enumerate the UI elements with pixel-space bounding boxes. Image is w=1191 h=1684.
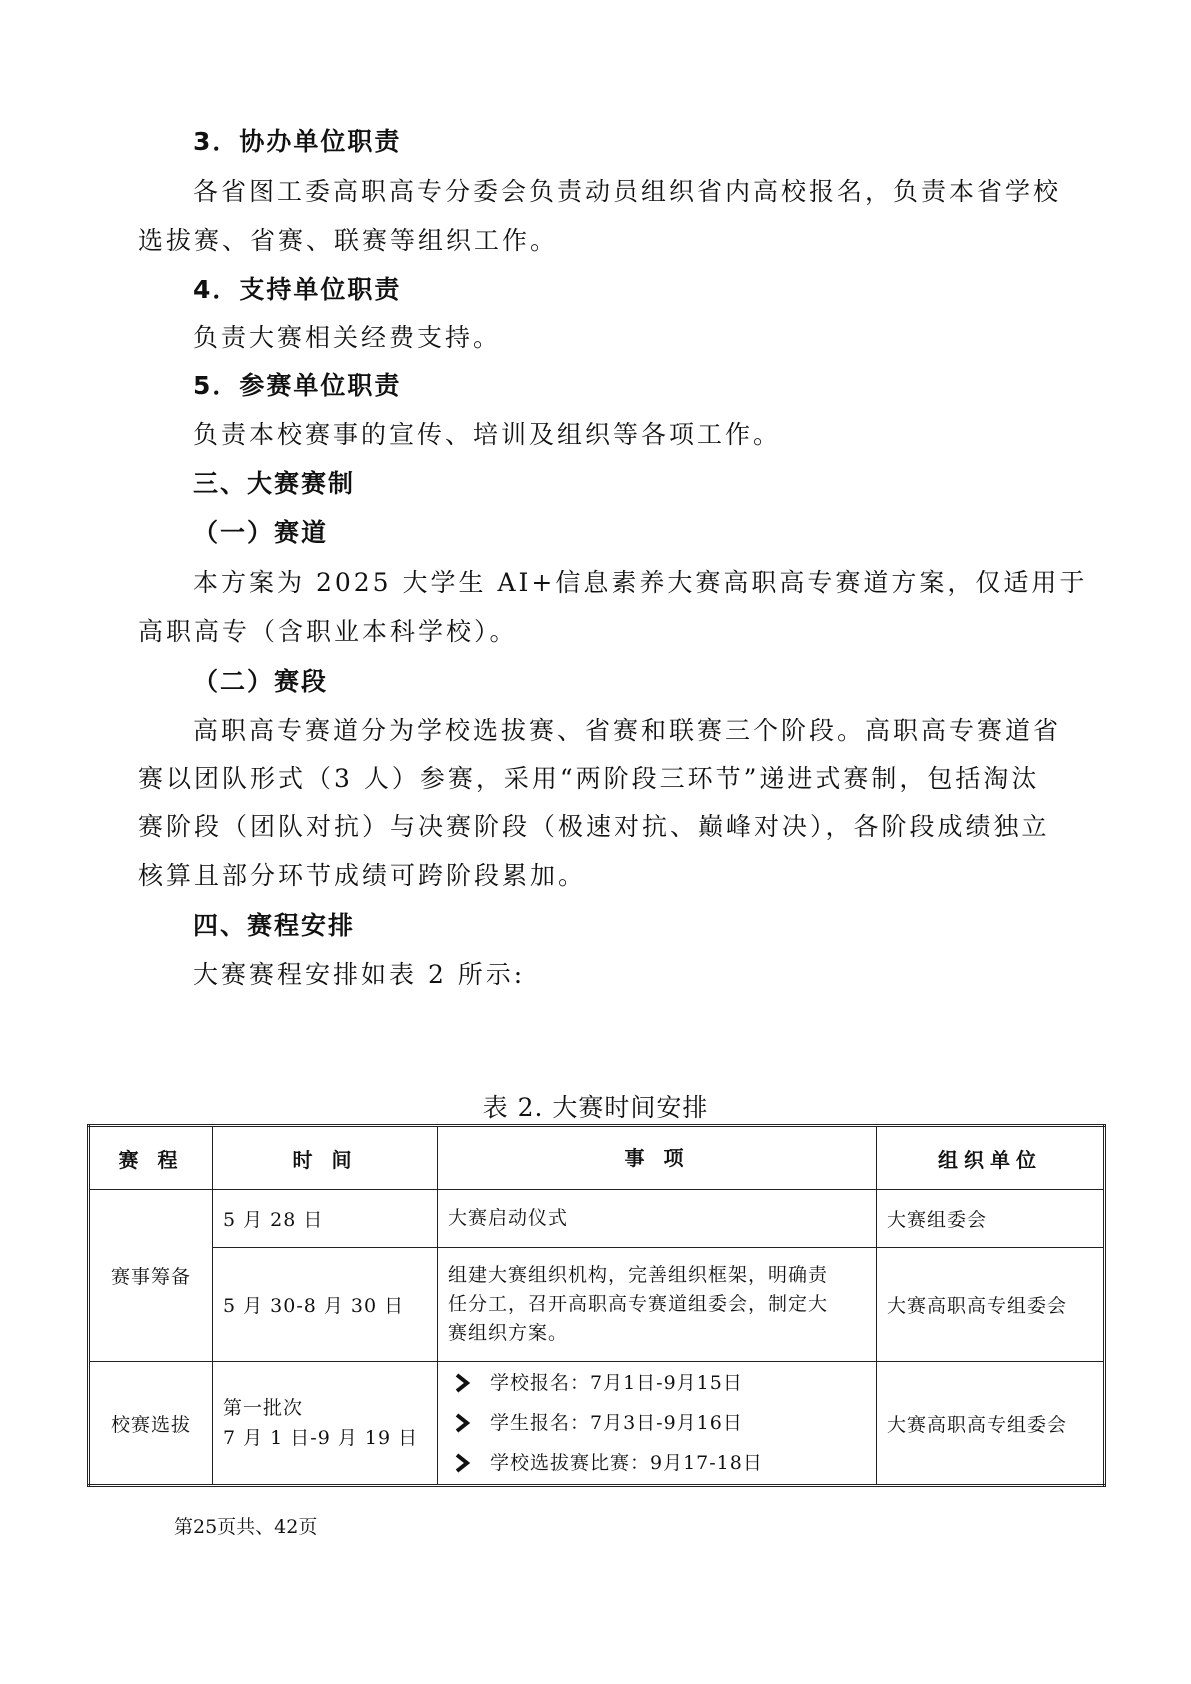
item-line: 任分工，召开高职高专赛道组委会，制定大 [448, 1293, 829, 1315]
chevron-right-icon [452, 1373, 472, 1393]
org-cell: 大赛组委会 [877, 1190, 1105, 1248]
heading-3: 3．协办单位职责 [193, 127, 402, 156]
stage-cell: 赛事筹备 [89, 1190, 213, 1362]
item-line: 赛组织方案。 [448, 1322, 569, 1344]
header-org: 组织单位 [877, 1126, 1105, 1190]
bullet-text: 学生报名：7月3日-9月16日 [490, 1411, 743, 1434]
section-heading-4: 四、赛程安排 [193, 911, 356, 940]
item-cell [438, 1362, 877, 1486]
header-time: 时 间 [213, 1126, 438, 1190]
paragraph: 赛以团队形式（3 人）参赛，采用“两阶段三环节”递进式赛制，包括淘汰 [138, 764, 1040, 793]
section-heading-3: 三、大赛赛制 [193, 469, 356, 498]
item-line: 组建大赛组织机构，完善组织框架，明确责 [448, 1264, 829, 1286]
stage-cell: 校赛选拔 [89, 1362, 213, 1486]
paragraph: 赛阶段（团队对抗）与决赛阶段（极速对抗、巅峰对决），各阶段成绩独立 [138, 812, 1050, 841]
paragraph: 核算且部分环节成绩可跨阶段累加。 [138, 861, 587, 890]
heading-5: 5．参赛单位职责 [193, 371, 402, 400]
subsection-heading: （一）赛道 [193, 518, 329, 547]
paragraph: 高职高专（含职业本科学校）。 [138, 617, 518, 646]
paragraph: 各省图工委高职高专分委会负责动员组织省内高校报名，负责本省学校 [193, 177, 1062, 206]
heading-4: 4．支持单位职责 [193, 275, 402, 304]
item-cell: 大赛启动仪式 [438, 1190, 877, 1248]
subsection-heading: （二）赛段 [193, 667, 329, 696]
time-cell: 5 月 28 日 [213, 1190, 438, 1248]
bullet-text: 学校报名：7月1日-9月15日 [490, 1371, 743, 1394]
table-row [89, 1190, 1105, 1248]
item-cell [438, 1248, 877, 1362]
chevron-right-icon [452, 1413, 472, 1433]
paragraph: 选拔赛、省赛、联赛等组织工作。 [138, 226, 559, 255]
chevron-right-icon [452, 1453, 472, 1473]
bullet-item [448, 1403, 866, 1443]
table-row [89, 1362, 1105, 1486]
org-cell: 大赛高职高专组委会 [877, 1248, 1105, 1362]
table-row [89, 1248, 1105, 1362]
bullet-item [448, 1443, 866, 1483]
header-stage: 赛 程 [89, 1126, 213, 1190]
schedule-table [87, 1124, 1106, 1487]
bullet-text: 学校选拔赛比赛：9月17-18日 [490, 1451, 763, 1474]
time-line: 7 月 1 日-9 月 19 日 [223, 1427, 419, 1449]
paragraph: 高职高专赛道分为学校选拔赛、省赛和联赛三个阶段。高职高专赛道省 [193, 716, 1062, 745]
paragraph: 负责本校赛事的宣传、培训及组织等各项工作。 [193, 420, 782, 449]
paragraph: 大赛赛程安排如表 2 所示: [193, 960, 526, 989]
bullet-item [448, 1363, 866, 1403]
table-caption: 表 2. 大赛时间安排 [482, 1093, 709, 1122]
paragraph: 负责大赛相关经费支持。 [193, 323, 502, 352]
table-header-row [89, 1126, 1105, 1190]
time-cell: 5 月 30-8 月 30 日 [213, 1248, 438, 1362]
time-cell [213, 1362, 438, 1486]
header-item: 事 项 [438, 1126, 877, 1190]
paragraph: 本方案为 2025 大学生 AI+信息素养大赛高职高专赛道方案，仅适用于 [193, 568, 1088, 597]
org-cell: 大赛高职高专组委会 [877, 1362, 1105, 1486]
time-line: 第一批次 [223, 1397, 304, 1419]
page-footer: 第25页共、42页 [174, 1516, 318, 1538]
